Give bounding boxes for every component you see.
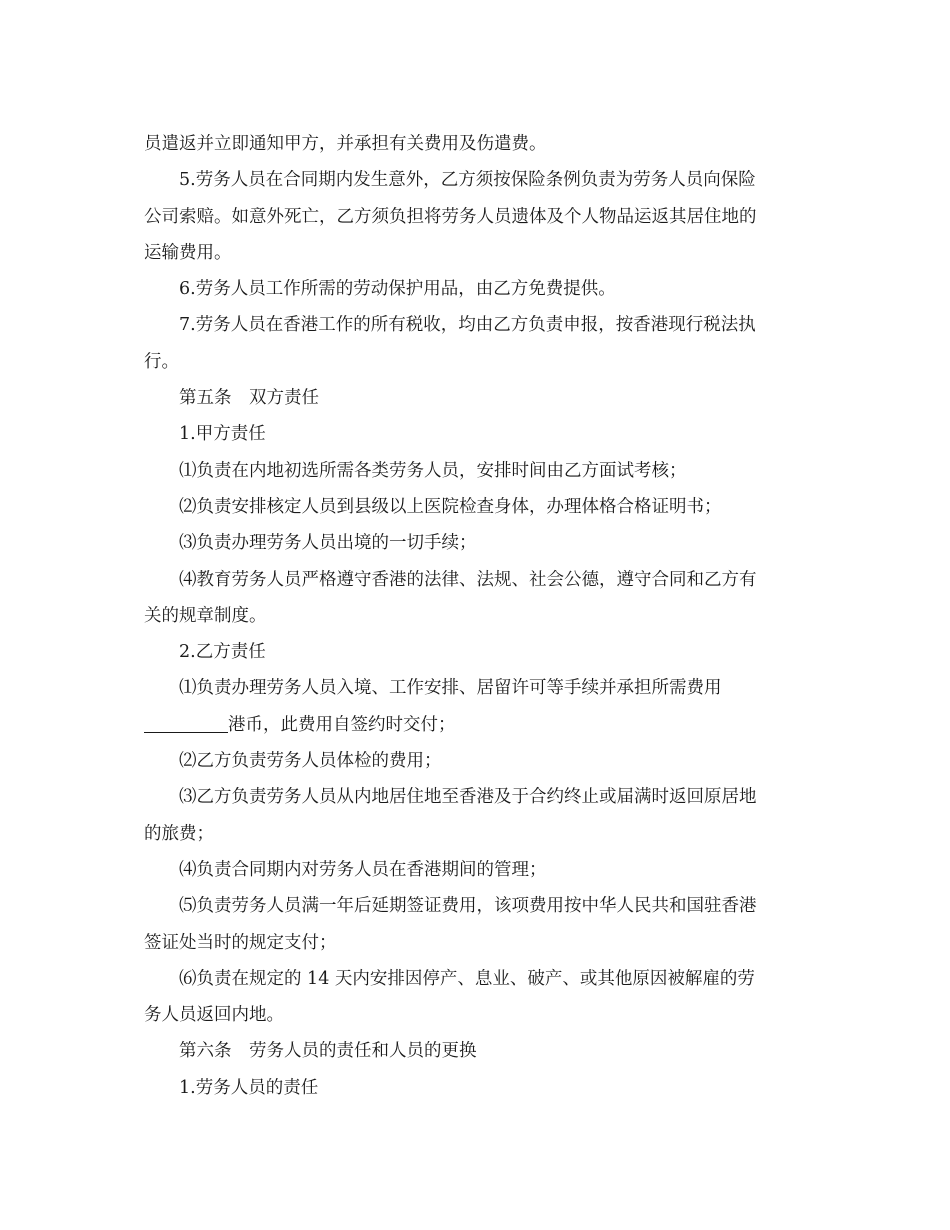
article-heading-5: 第五条 双方责任 (179, 388, 319, 409)
paragraph-line: 行。 (144, 351, 179, 372)
sub-item: ⑹负责在规定的 14 天内安排因停产、息业、破产、或其他原因被解雇的劳 (179, 968, 755, 989)
fee-line (144, 707, 810, 743)
fee-line-text: 港币，此费用自签约时交付； (228, 714, 456, 735)
clause-item-5: 5.劳务人员在合同期内发生意外，乙方须按保险条例负责为劳务人员向保险 (179, 170, 756, 191)
sub-item: ⑶负责办理劳务人员出境的一切手续； (179, 533, 477, 554)
sub-item: ⑷负责合同期内对劳务人员在香港期间的管理； (179, 859, 547, 880)
sub-item: ⑵负责安排核定人员到县级以上医院检查身体，办理体格合格证明书； (179, 496, 722, 517)
paragraph-line: 的旅费； (144, 823, 214, 844)
paragraph-line: 务人员返回内地。 (144, 1005, 284, 1026)
sub-item: ⑷教育劳务人员严格遵守香港的法律、法规、社会公德，遵守合同和乙方有 (179, 569, 757, 590)
sub-item: ⑴负责办理劳务人员入境、工作安排、居留许可等手续并承担所需费用 (179, 678, 722, 699)
paragraph-line: 签证处当时的规定支付； (144, 932, 337, 953)
clause-item-6: 6.劳务人员工作所需的劳动保护用品，由乙方免费提供。 (179, 279, 616, 300)
article-heading-6: 第六条 劳务人员的责任和人员的更换 (179, 1041, 477, 1062)
section-heading-worker: 1.劳务人员的责任 (179, 1077, 319, 1098)
sub-item: ⑴负责在内地初选所需各类劳务人员，安排时间由乙方面试考核； (179, 460, 687, 481)
clause-item-7: 7.劳务人员在香港工作的所有税收，均由乙方负责申报，按香港现行税法执 (179, 315, 756, 336)
sub-item: ⑶乙方负责劳务人员从内地居住地至香港及于合约终止或届满时返回原居地 (179, 787, 757, 808)
paragraph-line: 关的规章制度。 (144, 605, 267, 626)
sub-item: ⑵乙方负责劳务人员体检的费用； (179, 751, 442, 772)
section-heading-party-b: 2.乙方责任 (179, 642, 266, 663)
paragraph-line: 运输费用。 (144, 242, 232, 263)
section-heading-party-a: 1.甲方责任 (179, 424, 266, 445)
fee-amount-blank (144, 710, 228, 733)
paragraph-line: 公司索赔。如意外死亡，乙方须负担将劳务人员遗体及个人物品运返其居住地的 (144, 206, 757, 227)
paragraph-line: 员遣返并立即通知甲方，并承担有关费用及伤遣费。 (144, 134, 547, 154)
document-body (144, 126, 810, 1106)
sub-item: ⑸负责劳务人员满一年后延期签证费用，该项费用按中华人民共和国驻香港 (179, 896, 757, 917)
